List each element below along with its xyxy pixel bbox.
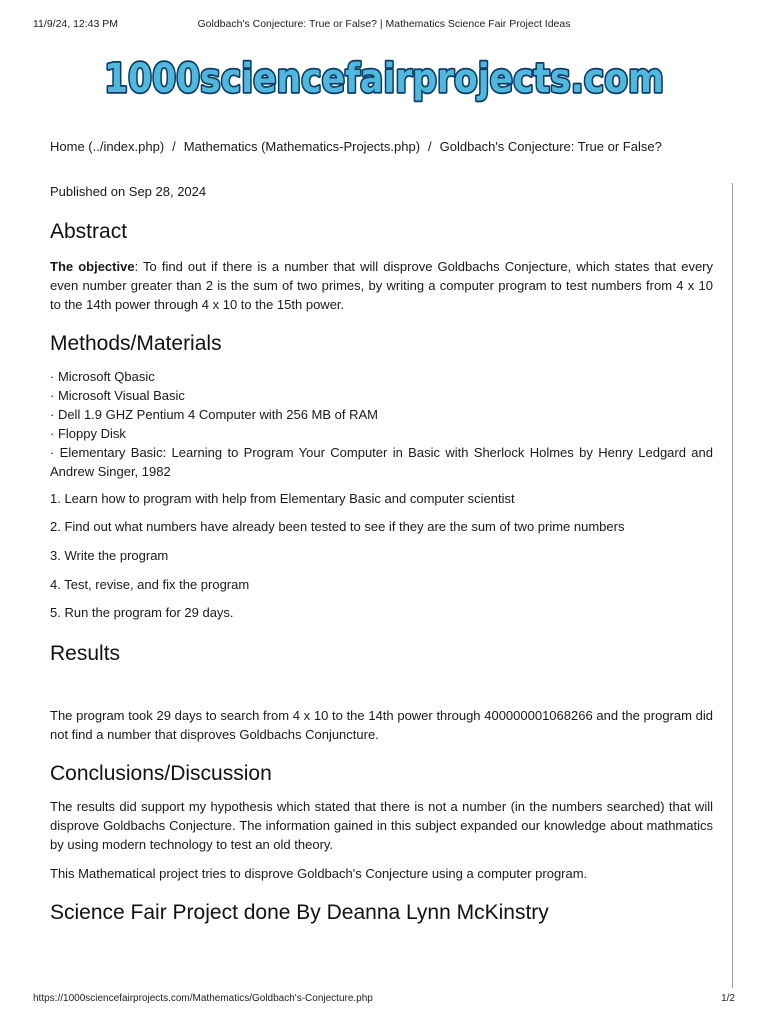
method-step: 1. Learn how to program with help from Elementary Basic and computer scientist bbox=[50, 491, 515, 506]
site-logo-graphic bbox=[94, 40, 674, 116]
breadcrumb bbox=[50, 139, 662, 154]
print-footer bbox=[33, 993, 735, 1007]
print-header bbox=[33, 18, 735, 32]
published-date: Published on Sep 28, 2024 bbox=[50, 184, 207, 199]
page-number: 1/2 bbox=[721, 993, 735, 1004]
print-page-title: Goldbach's Conjecture: True or False? | Mathematics Science Fair Project Ideas bbox=[197, 18, 571, 30]
print-datetime: 11/9/24, 12:43 PM bbox=[33, 18, 119, 30]
site-logo[interactable] bbox=[0, 40, 768, 116]
author-heading: Science Fair Project done By Deanna Lynn McKinstry bbox=[50, 901, 549, 924]
material-item: · Elementary Basic: Learning to Program Your Computer in Basic with Sherlock Holmes by Henry Ledgard and Andrew Singer, 1982 bbox=[50, 445, 713, 479]
materials-list bbox=[50, 367, 713, 481]
content-divider-line bbox=[732, 183, 733, 988]
material-item: · Microsoft Qbasic bbox=[50, 369, 155, 384]
conclusions-summary: This Mathematical project tries to disprove Goldbach's Conjecture using a computer program. bbox=[50, 866, 588, 881]
method-step: 4. Test, revise, and fix the program bbox=[50, 577, 250, 592]
results-heading: Results bbox=[50, 642, 121, 665]
material-item: · Floppy Disk bbox=[50, 426, 126, 441]
abstract-text bbox=[50, 257, 713, 314]
method-step: 3. Write the program bbox=[50, 548, 169, 563]
results-text: The program took 29 days to search from 4 x 10 to the 14th power through 400000001068266 and the program did not find a number that disproves Goldbachs Conjuncture. bbox=[50, 708, 713, 742]
method-step: 5. Run the program for 29 days. bbox=[50, 605, 234, 620]
material-item: · Microsoft Visual Basic bbox=[50, 388, 185, 403]
breadcrumb-current: Goldbach's Conjecture: True or False? bbox=[439, 139, 662, 154]
breadcrumb-home-link[interactable]: Home (../index.php) bbox=[50, 139, 165, 154]
objective-label: The objective bbox=[50, 259, 135, 274]
abstract-heading: Abstract bbox=[50, 220, 128, 243]
logo-text: 1000sciencefairprojects.com bbox=[104, 56, 664, 102]
methods-heading: Methods/Materials bbox=[50, 332, 222, 355]
breadcrumb-separator: / bbox=[428, 139, 432, 154]
breadcrumb-category-link[interactable]: Mathematics (Mathematics-Projects.php) bbox=[183, 139, 421, 154]
breadcrumb-separator: / bbox=[172, 139, 176, 154]
conclusions-heading: Conclusions/Discussion bbox=[50, 762, 272, 785]
conclusions-text: The results did support my hypothesis which stated that there is not a number (in the numbers searched) that will disprove Goldbachs Conjecture. The information gained in this subject expanded our knowledge about mathmatics by using modern technology to test an old theory. bbox=[50, 799, 713, 852]
page-url: https://1000sciencefairprojects.com/Mathematics/Goldbach's-Conjecture.php bbox=[33, 993, 373, 1004]
objective-text: : To find out if there is a number that will disprove Goldbachs Conjecture, which states that every even number greater than 2 is the sum of two primes, by writing a computer program to test numbers from 4 x 10 to the 14th power through 4 x 10 to the 15th power. bbox=[50, 259, 713, 312]
material-item: · Dell 1.9 GHZ Pentium 4 Computer with 256 MB of RAM bbox=[50, 407, 379, 422]
method-step: 2. Find out what numbers have already been tested to see if they are the sum of two prime numbers bbox=[50, 519, 625, 534]
